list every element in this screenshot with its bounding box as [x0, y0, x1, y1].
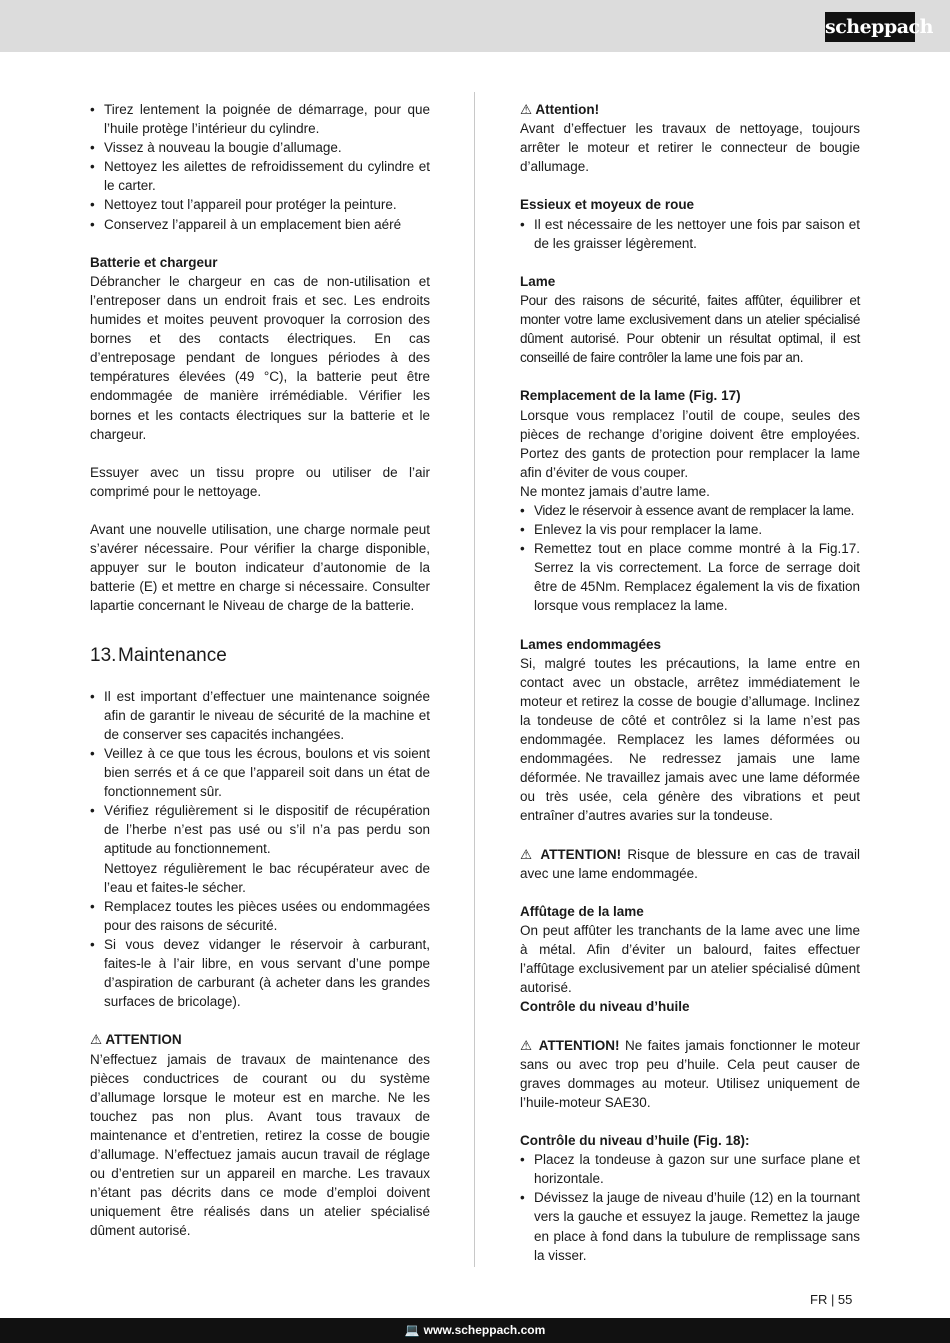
- list-item: • Dévissez la jauge de niveau d’huile (12) en la tournant vers la gauche et essuyez la jauge. Remettez la jauge en place à fond dans la tubulure de remplissage sans la visser.: [520, 1188, 860, 1264]
- maintenance-bullet-list: [90, 687, 430, 1012]
- warning-icon: ⚠: [520, 1037, 534, 1053]
- list-item: • Videz le réservoir à essence avant de remplacer la lame.: [520, 501, 860, 520]
- list-item: • Il est important d’effectuer une maintenance soignée afin de garantir le niveau de sécurité de la machine et de conserver ses capacités inchangées.: [90, 687, 430, 744]
- oil-warning-label: ATTENTION!: [538, 1037, 620, 1053]
- replace-line: Ne montez jamais d’autre lame.: [520, 483, 710, 499]
- warning-icon: ⚠: [90, 1032, 103, 1048]
- list-item-continuation: Nettoyez régulièrement le bac récupérateur avec de l’eau et faites-le sécher.: [104, 860, 430, 895]
- battery-paragraph: Débrancher le chargeur en cas de non-utilisation et l’entreposer dans un endroit frais et sec. Les endroits humides et moites peuvent provoquer la corrosion des bornes et des contacts électriques. En cas d’entreposage pendant de longues périodes à des températures élevées (49 °C), la batterie peut être endommagée de manière irrémédiable. Vérifier les bornes et les contacts électriques sur la batterie et le chargeur.: [90, 273, 430, 442]
- column-divider: [474, 92, 475, 1267]
- blade-paragraph: Pour des raisons de sécurité, faites affûter, équilibrer et monter votre lame exclusivement dans un atelier spécialisé dûment autorisé. Pour obtenir un résultat optimal, il est conseillé de faire contrôler la lame une fois par an.: [520, 292, 860, 366]
- damaged-warning: [520, 845, 860, 883]
- damaged-heading: Lames endommagées: [520, 636, 662, 652]
- blade-heading: Lame: [520, 273, 556, 289]
- battery-heading: Batterie et chargeur: [90, 254, 218, 270]
- list-item: • Placez la tondeuse à gazon sur une surface plane et horizontale.: [520, 1150, 860, 1188]
- oil-check-heading: Contrôle du niveau d’huile (Fig. 18):: [520, 1133, 750, 1149]
- replace-heading: Remplacement de la lame (Fig. 17): [520, 388, 741, 404]
- sharpen-heading: Affûtage de la lame: [520, 903, 644, 919]
- section-number: 13.: [90, 644, 117, 666]
- cleaning-paragraph: Essuyer avec un tissu propre ou utiliser de l’air comprimé pour le nettoyage.: [90, 464, 430, 499]
- warning-heading-label: ATTENTION: [105, 1032, 182, 1048]
- charge-paragraph: Avant une nouvelle utilisation, une charge normale peut s’avérer nécessaire. Pour vérifier la charge disponible, appuyer sur le bouton indicateur d’autonomie de la batterie (E) et mettre en charge si nécessaire. Consulter lapartie concernant le Niveau de charge de la batterie.: [90, 522, 430, 614]
- storage-bullet-list: [90, 100, 430, 234]
- list-item: • Tirez lentement la poignée de démarrage, pour que l’huile protège l’intérieur du cylindre.: [90, 100, 430, 138]
- warning-icon: ⚠: [520, 846, 535, 862]
- list-item: • Remplacez toutes les pièces usées ou endommagées pour des raisons de sécurité.: [90, 897, 430, 935]
- list-item: • Remettez tout en place comme montré à la Fig.17. Serrez la vis correctement. La force de serrage doit être de 45Nm. Remplacez également la vis de fixation lorsque vous remplacez la lame.: [520, 539, 860, 615]
- replace-bullet-list: [520, 501, 860, 616]
- damaged-warning-text: Risque de blessure en cas de travail avec une lame endommagée.: [520, 846, 861, 881]
- website-link[interactable]: www.scheppach.com: [423, 1323, 546, 1337]
- attention-heading-label: Attention!: [535, 102, 600, 117]
- attention-heading: [520, 100, 860, 119]
- brand-logo: scheppach: [825, 12, 915, 42]
- list-item: • Si vous devez vidanger le réservoir à carburant, faites-le à l’air libre, en vous servant d’une pompe d’aspiration de carburant (à acheter dans les grandes surfaces de bricolage).: [90, 935, 430, 1011]
- page-number: FR | 55: [810, 1292, 853, 1307]
- right-column: [520, 100, 860, 1265]
- list-item: [90, 801, 430, 896]
- replace-paragraph: Lorsque vous remplacez l’outil de coupe, seules des pièces de rechange d’origine doivent être employées. Portez des gants de protection pour remplacer la lame afin d’éviter de vous couper.: [520, 407, 860, 480]
- damaged-paragraph: Si, malgré toutes les précautions, la lame entre en contact avec un obstacle, arrêtez immédiatement le moteur et retirez la cosse de bougie d’allumage. Inclinez la tondeuse de côté et contrôlez si la lame n’est pas endommagée. Remplacez les lames déformées ou endommagées. Ne redressez jamais une lame déformée. Ne travaillez jamais avec une lame déformée ou très usée, cela génère des vibrations et peut entraîner d’autres avaries sur la tondeuse.: [520, 655, 860, 824]
- warning-icon: ⚠: [520, 102, 533, 117]
- list-item-text: Vérifiez régulièrement si le dispositif de récupération de l’herbe n’est pas usé ou s’il n’a pas perdu son aptitude au fonctionnement.: [104, 803, 430, 857]
- left-column: [90, 100, 430, 1240]
- sharpen-paragraph: On peut affûter les tranchants de la lame avec une lime à métal. Afin d’éviter un balourd, faites effectuer l’affûtage exclusivement par un atelier spécialisé dûment autorisé.: [520, 923, 860, 996]
- warning-paragraph: N’effectuez jamais de travaux de maintenance des pièces conductrices de courant ou du système d’allumage lorsque le moteur est en marche. Ne les touchez pas non plus. Avant tous travaux de maintenance et d’entretien, retirez la cosse de bougie d’allumage. N’effectuez jamais aucun travail de réglage ou d’entretien sur un appareil en marche. Les travaux n’étant pas décrits dans ce mode d’emploi doivent uniquement être réalisés dans un atelier spécialisé dûment autorisé.: [90, 1051, 430, 1239]
- oil-heading: Contrôle du niveau d’huile: [520, 999, 690, 1015]
- list-item: • Vissez à nouveau la bougie d’allumage.: [90, 138, 430, 157]
- section-heading: [90, 644, 430, 668]
- oil-bullet-list: [520, 1150, 860, 1265]
- list-item: • Veillez à ce que tous les écrous, boulons et vis soient bien serrés et á ce que l’appareil soit dans un état de fonctionnement sûr.: [90, 744, 430, 801]
- header-band: [0, 0, 950, 52]
- list-item: • Conservez l’appareil à un emplacement bien aéré: [90, 215, 430, 234]
- list-item: • Il est nécessaire de les nettoyer une fois par saison et de les graisser légèrement.: [520, 215, 860, 253]
- list-item: • Enlevez la vis pour remplacer la lame.: [520, 520, 860, 539]
- oil-warning-text: Ne faites jamais fonctionner le moteur sans ou avec trop peu d’huile. Cela peut causer de graves dommages au moteur. Utilisez uniquement de l’huile-moteur SAE30.: [520, 1037, 861, 1110]
- axle-heading: Essieux et moyeux de roue: [520, 197, 695, 213]
- warning-heading: [90, 1030, 430, 1049]
- attention-paragraph: Avant d’effectuer les travaux de nettoyage, toujours arrêter le moteur et retirer le connecteur de bougie d’allumage.: [520, 121, 860, 175]
- list-item: • Nettoyez les ailettes de refroidissement du cylindre et le carter.: [90, 157, 430, 195]
- oil-warning: [520, 1036, 860, 1112]
- damaged-warning-label: ATTENTION!: [540, 846, 622, 862]
- list-item: • Nettoyez tout l’appareil pour protéger la peinture.: [90, 195, 430, 214]
- monitor-icon: 💻: [404, 1323, 420, 1337]
- axle-bullet-list: [520, 215, 860, 253]
- section-title: Maintenance: [118, 644, 227, 666]
- footer-bar: [0, 1318, 950, 1343]
